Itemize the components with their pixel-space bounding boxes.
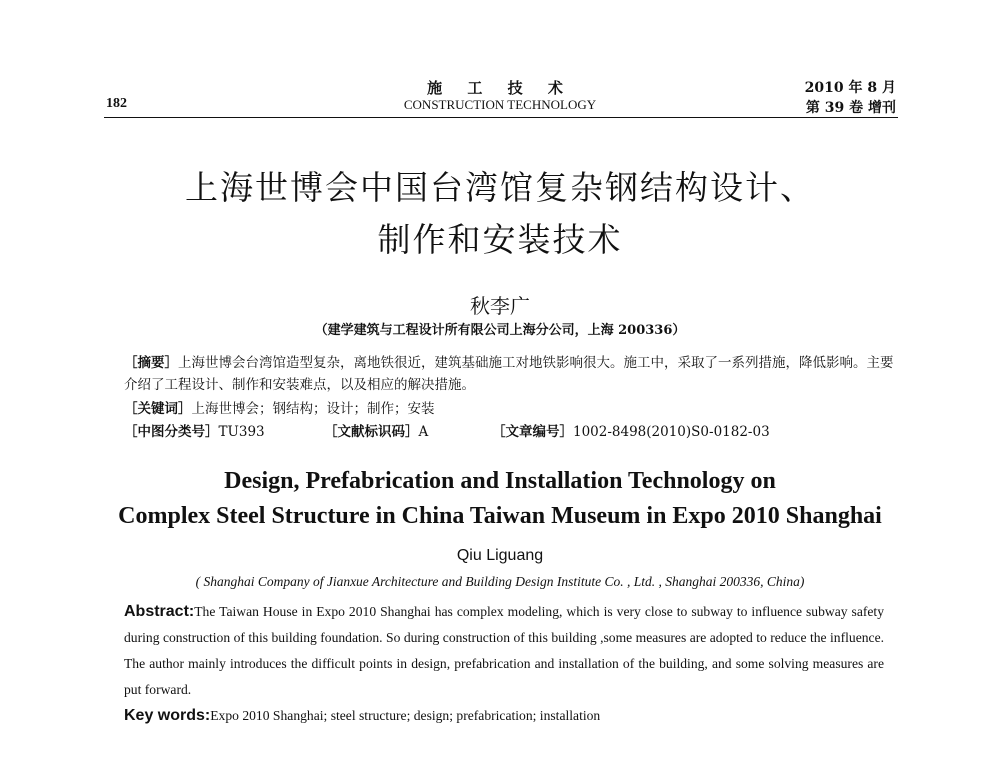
title-en-line2: Complex Steel Structure in China Taiwan Museum in Expo 2010 Shanghai (118, 503, 882, 529)
keywords-en-label: Key words (124, 707, 205, 724)
author-cn: 秋李广 (470, 294, 530, 318)
abstract-en-colon: : (188, 603, 195, 620)
keywords-cn-text: 上海世博会；钢结构；设计；制作；安装 (191, 401, 435, 417)
document-code-label: ［文献标识码］ (324, 424, 419, 440)
issue-volume: 第 39 卷 增刊 (805, 100, 896, 116)
affiliation-en: ( Shanghai Company of Jianxue Architecture and Building Design Institute Co. , Ltd. , Shanghai 200336, China) (195, 574, 805, 589)
class-number-label: ［中图分类号］ (124, 424, 219, 440)
abstract-en-label: Abstract (124, 603, 189, 620)
header-rule (104, 117, 898, 118)
keywords-en-colon: : (204, 707, 211, 724)
abstract-cn-text: 上海世博会台湾馆造型复杂，离地铁很近，建筑基础施工对地铁影响很大。施工中，采取了一系列措施，降低影响。主要介绍了工程设计、制作和安装难点，以及相应的解决措施。 (124, 355, 894, 393)
keywords-cn (124, 398, 894, 420)
keywords-cn-label: ［关键词］ (124, 401, 192, 417)
keywords-en (124, 707, 884, 725)
article-number (492, 421, 770, 443)
document-code (324, 421, 428, 443)
class-number (124, 421, 265, 443)
author-en: Qiu Liguang (456, 547, 544, 564)
affiliation-cn: （建学建筑与工程设计所有限公司上海分公司，上海 200336） (314, 323, 686, 338)
abstract-cn (124, 352, 894, 396)
abstract-cn-label: ［摘要］ (124, 355, 178, 371)
page-number: 182 (106, 96, 127, 111)
article-number-value: 1002-8498(2010)S0-0182-03 (573, 424, 770, 440)
class-number-value: TU393 (218, 424, 265, 440)
abstract-en (124, 599, 884, 703)
keywords-en-text: Expo 2010 Shanghai; steel structure; design; prefabrication; installation (210, 708, 601, 723)
journal-name-en: CONSTRUCTION TECHNOLOGY (403, 97, 597, 112)
abstract-en-text: The Taiwan House in Expo 2010 Shanghai has complex modeling, which is very close to subway to influence subway safety during construction of this building foundation. So during construction of this building ,some measures are adopted to reduce the influence. The author mainly introduces the difficult points in design, prefabrication and installation of the building, and some solving measures are put forward. (124, 604, 884, 697)
journal-name-cn: 施 工 技 术 (427, 79, 573, 97)
document-code-value: A (418, 424, 429, 440)
issue-date: 2010 年 8 月 (804, 80, 896, 96)
title-cn-line2: 制作和安装技术 (377, 220, 623, 259)
title-en-line1: Design, Prefabrication and Installation Technology on (224, 468, 776, 494)
title-cn-line1: 上海世博会中国台湾馆复杂钢结构设计、 (185, 168, 815, 207)
article-number-label: ［文章编号］ (492, 424, 573, 440)
